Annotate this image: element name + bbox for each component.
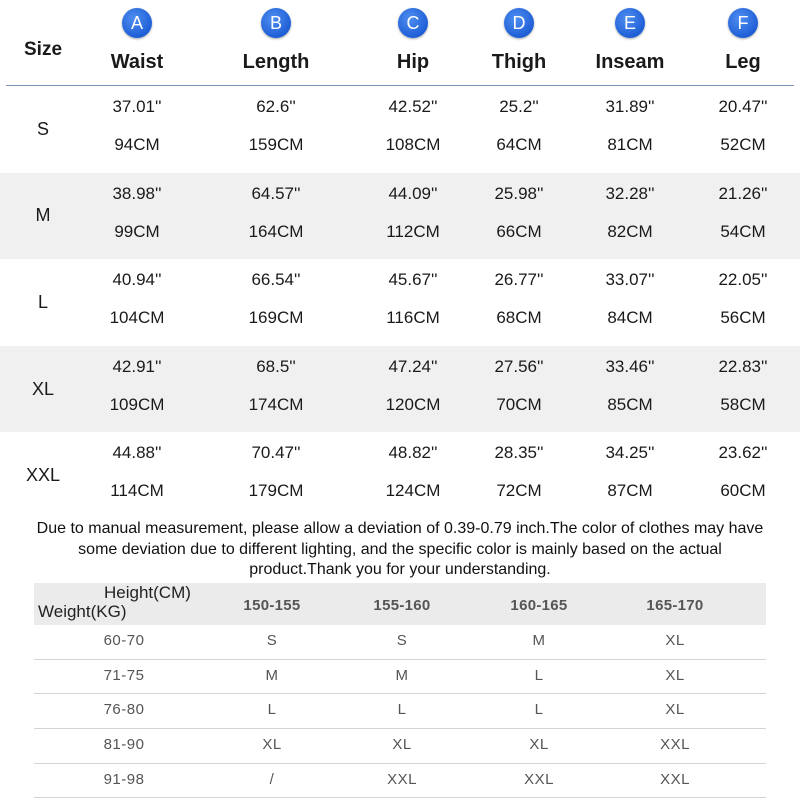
measurement-inches: 33.07'' [605, 270, 655, 290]
measurement-cm: 85CM [607, 394, 653, 414]
height-label: Height(CM) [104, 583, 191, 602]
measurement-cm: 114CM [110, 481, 164, 501]
measurement-inches: 22.83'' [718, 356, 768, 376]
size-column-header: Size [24, 39, 63, 60]
height-range-2: 155-160 [373, 597, 431, 614]
size-label: M [35, 205, 51, 226]
badge-e: E [615, 8, 645, 38]
measurement-inches: 23.62'' [718, 443, 768, 463]
height-range-4: 165-170 [646, 597, 704, 614]
recommended-size: L [534, 666, 544, 684]
measurement-cm: 112CM [386, 221, 440, 241]
measurement-inches: 26.77'' [494, 270, 544, 290]
size-label: L [37, 291, 48, 312]
size-row [0, 259, 800, 346]
column-label-thigh: Thigh [491, 51, 547, 73]
recommended-size: L [397, 701, 407, 719]
measurement-cm: 164CM [248, 221, 304, 241]
measurement-cm: 81CM [607, 135, 653, 154]
column-header-hip [358, 8, 468, 74]
recommended-size: XL [529, 736, 549, 754]
height-range-1: 150-155 [243, 597, 301, 614]
size-row [0, 173, 800, 260]
measurement-inches: 20.47'' [718, 97, 768, 116]
recommended-size: XL [392, 736, 412, 754]
measurement-cm: 52CM [720, 135, 766, 154]
badge-d: D [504, 8, 534, 38]
measurement-inches: 34.25'' [605, 443, 655, 463]
measurement-cm: 84CM [607, 308, 653, 328]
measurement-inches: 31.89'' [605, 97, 655, 116]
measurement-inches: 37.01'' [112, 97, 162, 116]
column-label-length: Length [242, 51, 310, 73]
measurement-inches: 28.35'' [494, 443, 544, 463]
measurement-cm: 64CM [496, 135, 542, 154]
size-row [0, 432, 800, 519]
measurement-inches: 70.47'' [251, 443, 301, 463]
recommended-size: XL [665, 632, 685, 649]
height-weight-table [34, 583, 766, 798]
measurement-inches: 48.82'' [388, 443, 438, 463]
size-label: XXL [25, 465, 61, 486]
measurement-cm: 99CM [114, 221, 160, 241]
weight-range: 71-75 [103, 666, 145, 684]
measurement-inches: 68.5'' [256, 356, 296, 376]
measurement-inches: 21.26'' [718, 183, 768, 203]
recommended-size: XL [665, 666, 685, 684]
recommended-size: S [266, 632, 278, 649]
size-label: S [36, 118, 49, 139]
measurement-cm: 60CM [720, 481, 766, 501]
measurement-cm: 169CM [248, 308, 304, 328]
measurement-cm: 66CM [496, 221, 542, 241]
measurement-inches: 42.91'' [112, 356, 162, 376]
measurement-cm: 124CM [385, 481, 441, 501]
height-weight-row [34, 764, 766, 799]
recommended-size: XXL [524, 770, 554, 788]
column-label-inseam: Inseam [595, 51, 665, 73]
measurement-cm: 116CM [386, 308, 440, 328]
note-line-3: product.Thank you for your understanding. [249, 561, 551, 578]
measurement-cm: 82CM [607, 221, 653, 241]
size-row [0, 346, 800, 433]
note-line-1: Due to manual measurement, please allow a deviation of 0.39-0.79 inch.The color of clothes may have [36, 520, 764, 537]
measurement-inches: 33.46'' [605, 356, 655, 376]
weight-range: 91-98 [103, 770, 145, 788]
measurement-inches: 66.54'' [251, 270, 301, 290]
measurement-cm: 179CM [248, 481, 304, 501]
column-header-inseam [575, 8, 685, 74]
measurement-inches: 42.52'' [388, 97, 438, 116]
measurement-cm: 120CM [385, 394, 441, 414]
height-weight-row [34, 660, 766, 695]
measurement-inches: 27.56'' [494, 356, 544, 376]
recommended-size: M [532, 632, 546, 649]
height-weight-row [34, 625, 766, 660]
measurement-inches: 47.24'' [388, 356, 438, 376]
measurement-cm: 70CM [496, 394, 542, 414]
measurement-cm: 109CM [109, 394, 165, 414]
weight-label: Weight(KG) [38, 602, 127, 621]
measurement-cm: 94CM [114, 135, 160, 154]
measurement-cm: 104CM [109, 308, 165, 328]
recommended-size: S [396, 632, 408, 649]
recommended-size: XL [262, 736, 282, 754]
badge-c: C [398, 8, 428, 38]
measurement-cm: 108CM [385, 135, 441, 154]
measurement-inches: 32.28'' [605, 183, 655, 203]
measurement-inches: 44.09'' [388, 183, 438, 203]
size-chart-header [0, 0, 800, 86]
height-range-3: 160-165 [510, 597, 568, 614]
measurement-inches: 38.98'' [112, 183, 162, 203]
weight-range: 60-70 [103, 632, 145, 649]
recommended-size: XXL [387, 770, 417, 788]
measurement-cm: 54CM [720, 221, 766, 241]
recommended-size: XXL [660, 736, 690, 754]
height-weight-rows [34, 625, 766, 798]
badge-f: F [728, 8, 758, 38]
recommended-size: XL [665, 701, 685, 719]
recommended-size: L [534, 701, 544, 719]
measurement-cm: 159CM [248, 135, 304, 154]
measurement-inches: 64.57'' [251, 183, 301, 203]
measurement-cm: 174CM [248, 394, 304, 414]
recommended-size: M [265, 666, 279, 684]
weight-range: 81-90 [103, 736, 145, 754]
column-label-leg: Leg [725, 51, 761, 73]
recommended-size: L [267, 701, 277, 719]
badge-a: A [122, 8, 152, 38]
height-weight-header [34, 583, 766, 625]
measurement-cm: 68CM [496, 308, 542, 328]
size-row [0, 86, 800, 173]
measurement-note [10, 519, 790, 581]
measurement-cm: 56CM [720, 308, 766, 328]
note-line-2: some deviation due to different lighting, and the specific color is mainly based on the actual [78, 540, 722, 558]
size-rows [0, 86, 800, 519]
column-header-thigh [464, 8, 574, 74]
column-label-waist: Waist [110, 51, 164, 73]
measurement-inches: 25.2'' [499, 97, 539, 116]
column-header-leg [688, 8, 798, 74]
measurement-inches: 62.6'' [256, 97, 296, 116]
size-label: XL [31, 378, 55, 399]
measurement-inches: 44.88'' [112, 443, 162, 463]
measurement-inches: 40.94'' [112, 270, 162, 290]
height-weight-row [34, 694, 766, 729]
measurement-cm: 58CM [720, 394, 766, 414]
recommended-size: / [269, 770, 275, 788]
measurement-inches: 22.05'' [718, 270, 768, 290]
recommended-size: M [395, 666, 409, 684]
column-label-hip: Hip [396, 51, 430, 73]
measurement-cm: 72CM [496, 481, 542, 501]
weight-range: 76-80 [103, 701, 145, 719]
height-weight-row [34, 729, 766, 764]
measurement-inches: 45.67'' [388, 270, 438, 290]
badge-b: B [261, 8, 291, 38]
column-header-length [221, 8, 331, 74]
measurement-inches: 25.98'' [494, 183, 544, 203]
column-header-waist [82, 8, 192, 74]
recommended-size: XXL [660, 770, 690, 788]
measurement-cm: 87CM [607, 481, 653, 501]
